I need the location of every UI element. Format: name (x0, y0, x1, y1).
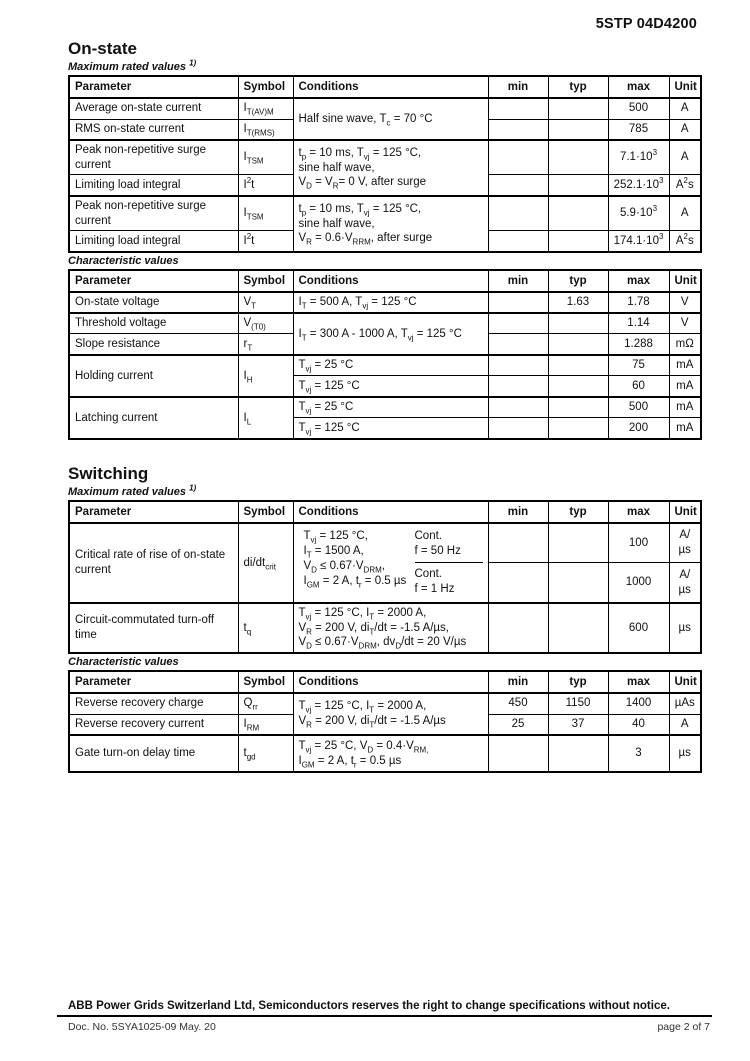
symbol-cell: $Q_{rr}$ (238, 693, 293, 714)
table-row (69, 693, 701, 714)
typ-cell (548, 563, 608, 603)
unit-cell: A (669, 714, 701, 735)
conditions-cell: $T_{vj} = 125$ °C (293, 376, 488, 397)
col-header-min: min (488, 76, 548, 98)
col-header-unit: Unit (669, 76, 701, 98)
table-row (69, 196, 701, 231)
parameter-cell: Circuit-commutated turn-off time (69, 603, 238, 653)
table-row (69, 140, 701, 175)
parameter-cell: Threshold voltage (69, 313, 238, 334)
unit-cell: mA (669, 376, 701, 397)
typ-cell (548, 231, 608, 252)
unit-cell: A (669, 196, 701, 231)
min-cell (488, 523, 548, 563)
section-title-on-state: On-state (68, 39, 137, 58)
col-header-min: min (488, 671, 548, 693)
max-cell: 1.288 (608, 334, 669, 355)
col-header-typ: typ (548, 501, 608, 523)
typ-cell (548, 397, 608, 418)
table-header-row (69, 671, 701, 693)
min-cell (488, 140, 548, 175)
min-cell (488, 292, 548, 313)
unit-cell: mA (669, 397, 701, 418)
max-cell: 60 (608, 376, 669, 397)
symbol-cell: $I_{T(AV)M}$ (238, 98, 293, 119)
symbol-cell: $I_{TSM}$ (238, 140, 293, 175)
unit-cell: V (669, 313, 701, 334)
conditions-cell (293, 523, 488, 603)
col-header-max: max (608, 76, 669, 98)
min-cell (488, 313, 548, 334)
page-footer (57, 1000, 712, 1033)
typ-cell (548, 334, 608, 355)
parameter-cell: Latching current (69, 397, 238, 439)
unit-cell: $A^2s$ (669, 231, 701, 252)
section-title-switching: Switching (68, 463, 149, 483)
conditions-cell: $T_{vj} = 125$ °C, $I_T = 2000$ A, $V_R = 200$ V, $di_T/dt = -1.5$ A/µs, $V_D \le 0.67\cdot V_{DRM}$, $dv_D/dt = 20$ V/µs (293, 603, 488, 653)
subtitle-max-rated-values: Maximum rated values $^{1)}$ (68, 58, 197, 73)
parameter-cell: Reverse recovery current (69, 714, 238, 735)
max-cell: 1.78 (608, 292, 669, 313)
unit-cell: µAs (669, 693, 701, 714)
symbol-cell: $t_{gd}$ (238, 735, 293, 772)
on-state-section (68, 39, 700, 440)
subtitle-max-rated-values: Maximum rated values $^{1)}$ (68, 483, 197, 498)
min-cell (488, 334, 548, 355)
condition-sub-cell: Cont. f = 1 Hz (414, 567, 455, 595)
unit-cell: $A^2s$ (669, 175, 701, 196)
conditions-cell: $I_T = 300$ A - 1000 A, $T_{vj} = 125$ °C (293, 313, 488, 355)
symbol-cell: $I_{TSM}$ (238, 196, 293, 231)
max-cell: 1400 (608, 693, 669, 714)
min-cell (488, 355, 548, 376)
min-cell (488, 231, 548, 252)
conditions-text: $T_{vj} = 125$ °C, $I_T = 1500$ A, $V_D \le 0.67\cdot V_{DRM}$, $I_{GM} = 2$ A, $t_r = 0.5$ µs (303, 529, 407, 589)
typ-cell (548, 418, 608, 439)
min-cell: 25 (488, 714, 548, 735)
typ-cell (548, 603, 608, 653)
subtitle-characteristic-values: Characteristic values (68, 656, 179, 669)
unit-cell: µs (669, 603, 701, 653)
parameter-cell: Gate turn-on delay time (69, 735, 238, 772)
typ-cell (548, 98, 608, 119)
switching-max-rated-table (68, 500, 702, 654)
typ-cell (548, 140, 608, 175)
unit-cell: A (669, 140, 701, 175)
min-cell: 450 (488, 693, 548, 714)
min-cell (488, 98, 548, 119)
parameter-cell: Peak non-repetitive surge current (69, 196, 238, 231)
on-state-characteristic-table (68, 269, 702, 440)
table-row (69, 292, 701, 313)
symbol-cell: $I_{T(RMS)}$ (238, 119, 293, 140)
symbol-cell: $I^2t$ (238, 175, 293, 196)
table-header-row (69, 76, 701, 98)
col-header-parameter: Parameter (69, 76, 238, 98)
max-cell: 200 (608, 418, 669, 439)
parameter-cell: Peak non-repetitive surge current (69, 140, 238, 175)
col-header-min: min (488, 270, 548, 292)
max-cell: 1000 (608, 563, 669, 603)
col-header-symbol: Symbol (238, 671, 293, 693)
table-header-row (69, 501, 701, 523)
footer-page-number: page 2 of 7 (657, 1021, 710, 1033)
typ-cell (548, 313, 608, 334)
table-row (69, 98, 701, 119)
footer-notice: ABB Power Grids Switzerland Ltd, Semiconductors reserves the right to change specifications without notice. (57, 1000, 712, 1017)
max-cell: 40 (608, 714, 669, 735)
conditions-cell: $T_{vj} = 125$ °C (293, 418, 488, 439)
min-cell (488, 735, 548, 772)
parameter-cell: Slope resistance (69, 334, 238, 355)
parameter-cell: Average on-state current (69, 98, 238, 119)
typ-cell (548, 196, 608, 231)
min-cell (488, 563, 548, 603)
conditions-cell: $t_p = 10$ ms, $T_{vj} = 125$ °C, sine half wave, $V_R = 0.6\cdot V_{RRM}$, after surge (293, 196, 488, 252)
col-header-conditions: Conditions (293, 501, 488, 523)
max-cell: 600 (608, 603, 669, 653)
unit-cell: A (669, 119, 701, 140)
conditions-cell: $I_T = 500$ A, $T_{vj} = 125$ °C (293, 292, 488, 313)
parameter-cell: Limiting load integral (69, 175, 238, 196)
parameter-cell: RMS on-state current (69, 119, 238, 140)
max-cell: 3 (608, 735, 669, 772)
max-cell: $252.1\cdot 10^3$ (608, 175, 669, 196)
unit-cell: mA (669, 418, 701, 439)
symbol-cell: $I_H$ (238, 355, 293, 397)
table-row (69, 355, 701, 376)
col-header-max: max (608, 671, 669, 693)
symbol-cell: $r_T$ (238, 334, 293, 355)
min-cell (488, 376, 548, 397)
on-state-max-rated-table (68, 75, 702, 253)
parameter-cell: Critical rate of rise of on-state current (69, 523, 238, 603)
max-cell: $174.1\cdot 10^3$ (608, 231, 669, 252)
symbol-cell: $V_T$ (238, 292, 293, 313)
min-cell (488, 397, 548, 418)
typ-cell (548, 119, 608, 140)
max-cell: $7.1\cdot 10^3$ (608, 140, 669, 175)
unit-cell: mΩ (669, 334, 701, 355)
conditions-cell: $T_{vj} = 25$ °C (293, 355, 488, 376)
min-cell (488, 418, 548, 439)
col-header-conditions: Conditions (293, 270, 488, 292)
parameter-cell: Holding current (69, 355, 238, 397)
typ-cell: 1.63 (548, 292, 608, 313)
min-cell (488, 175, 548, 196)
max-cell: 500 (608, 397, 669, 418)
min-cell (488, 603, 548, 653)
col-header-max: max (608, 501, 669, 523)
col-header-conditions: Conditions (293, 671, 488, 693)
max-cell: 75 (608, 355, 669, 376)
symbol-cell: $t_q$ (238, 603, 293, 653)
max-cell: 100 (608, 523, 669, 563)
parameter-cell: Limiting load integral (69, 231, 238, 252)
col-header-unit: Unit (669, 270, 701, 292)
conditions-cell: Half sine wave, $T_c = 70$ °C (293, 98, 488, 140)
symbol-cell: $I^2t$ (238, 231, 293, 252)
symbol-cell: $di/dt_{crit}$ (238, 523, 293, 603)
conditions-cell: $T_{vj} = 25$ °C (293, 397, 488, 418)
col-header-typ: typ (548, 671, 608, 693)
unit-cell: A (669, 98, 701, 119)
parameter-cell: Reverse recovery charge (69, 693, 238, 714)
table-header-row (69, 270, 701, 292)
typ-cell: 1150 (548, 693, 608, 714)
col-header-unit: Unit (669, 671, 701, 693)
switching-characteristic-table (68, 670, 702, 773)
min-cell (488, 119, 548, 140)
max-cell: $5.9\cdot 10^3$ (608, 196, 669, 231)
typ-cell (548, 376, 608, 397)
page-content (68, 39, 700, 775)
col-header-min: min (488, 501, 548, 523)
table-row (69, 313, 701, 334)
typ-cell (548, 735, 608, 772)
max-cell: 1.14 (608, 313, 669, 334)
max-cell: 500 (608, 98, 669, 119)
unit-cell: V (669, 292, 701, 313)
col-header-parameter: Parameter (69, 270, 238, 292)
switching-section (68, 464, 700, 773)
parameter-cell: On-state voltage (69, 292, 238, 313)
subtitle-characteristic-values: Characteristic values (68, 254, 179, 267)
typ-cell: 37 (548, 714, 608, 735)
col-header-parameter: Parameter (69, 671, 238, 693)
table-row (69, 523, 701, 563)
col-header-symbol: Symbol (238, 501, 293, 523)
typ-cell (548, 355, 608, 376)
unit-cell: A/µs (669, 523, 701, 563)
table-row (69, 735, 701, 772)
table-row (69, 397, 701, 418)
symbol-cell: $I_L$ (238, 397, 293, 439)
typ-cell (548, 175, 608, 196)
col-header-symbol: Symbol (238, 76, 293, 98)
conditions-cell: $T_{vj} = 25$ °C, $V_D = 0.4\cdot V_{RM,}$ $I_{GM} = 2$ A, $t_r = 0.5$ µs (293, 735, 488, 772)
condition-sub-cell: Cont. f = 50 Hz (415, 526, 483, 564)
symbol-cell: $I_{RM}$ (238, 714, 293, 735)
col-header-conditions: Conditions (293, 76, 488, 98)
col-header-symbol: Symbol (238, 270, 293, 292)
max-cell: 785 (608, 119, 669, 140)
col-header-max: max (608, 270, 669, 292)
conditions-layout (299, 526, 483, 600)
table-row (69, 603, 701, 653)
col-header-typ: typ (548, 270, 608, 292)
col-header-unit: Unit (669, 501, 701, 523)
col-header-typ: typ (548, 76, 608, 98)
typ-cell (548, 523, 608, 563)
footer-doc-number: Doc. No. 5SYA1025-09 May. 20 (68, 1021, 216, 1033)
part-number: 5STP 04D4200 (595, 16, 697, 32)
conditions-cell: $T_{vj} = 125$ °C, $I_T = 2000$ A, $V_R = 200$ V, $di_T/dt = -1.5$ A/µs (293, 693, 488, 735)
min-cell (488, 196, 548, 231)
unit-cell: µs (669, 735, 701, 772)
unit-cell: A/µs (669, 563, 701, 603)
unit-cell: mA (669, 355, 701, 376)
conditions-subcolumn (415, 526, 483, 600)
conditions-cell: $t_p = 10$ ms, $T_{vj} = 125$ °C, sine half wave, $V_D = V_R= 0$ V, after surge (293, 140, 488, 196)
symbol-cell: $V_{(T0)}$ (238, 313, 293, 334)
col-header-parameter: Parameter (69, 501, 238, 523)
